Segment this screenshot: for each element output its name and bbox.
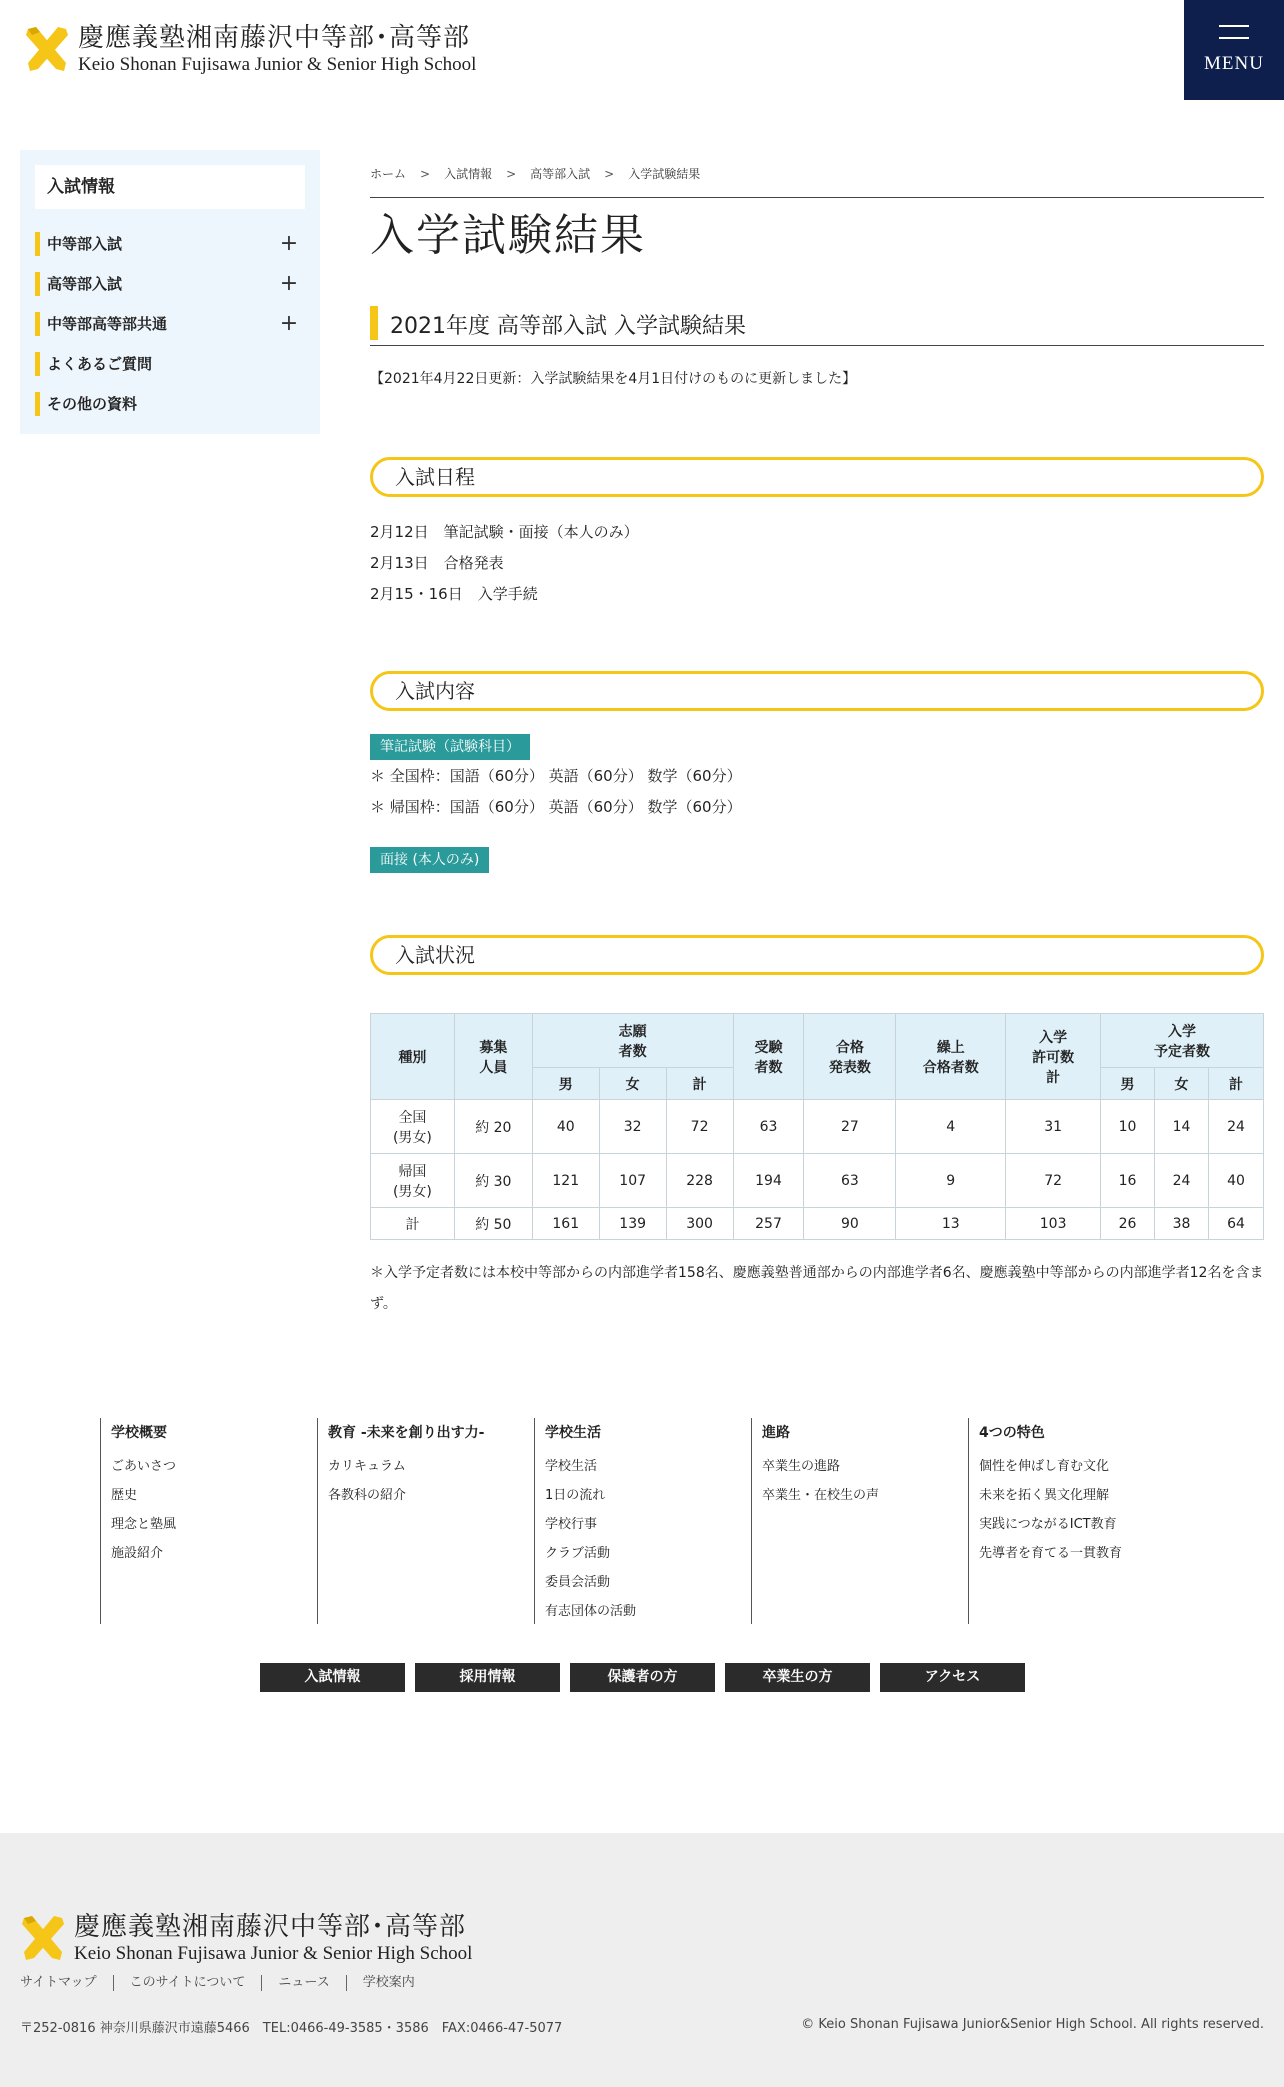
plus-icon[interactable]: + — [279, 310, 299, 336]
cell-app-female: 32 — [599, 1100, 666, 1154]
subject-item: ＊ 全国枠：国語（60分） 英語（60分） 数学（60分） — [370, 767, 742, 785]
status-heading: 入試状況 — [370, 935, 1264, 975]
table-row — [371, 1100, 1264, 1154]
breadcrumb-admission-link[interactable]: 入試情報 — [444, 167, 493, 181]
cell-app-total: 300 — [666, 1208, 733, 1240]
exam-results-table — [370, 1013, 1264, 1240]
header-examinees: 受験 者数 — [733, 1014, 804, 1100]
written-exam-tag: 筆記試験（試験科目） — [370, 734, 530, 760]
header-passed: 合格 発表数 — [804, 1014, 896, 1100]
cell-app-female: 139 — [599, 1208, 666, 1240]
footer-link[interactable]: 各教科の紹介 — [328, 1488, 407, 1503]
footer-link[interactable]: カリキュラム — [328, 1459, 406, 1474]
content-heading: 入試内容 — [370, 671, 1264, 711]
footer-link[interactable]: 1日の流れ — [545, 1488, 606, 1503]
footer-column-title[interactable]: 学校概要 — [111, 1425, 167, 1441]
footer-button-alumni[interactable]: 卒業生の方 — [725, 1663, 870, 1692]
cell-kind: 帰国 (男女) — [371, 1154, 455, 1208]
cell-passed: 27 — [804, 1100, 896, 1154]
site-logo[interactable] — [24, 22, 476, 76]
cell-extra: 13 — [896, 1208, 1006, 1240]
header-applicants: 志願 者数 — [532, 1014, 733, 1068]
breadcrumb-senior-exam-link[interactable]: 高等部入試 — [530, 167, 591, 181]
footer-column-title[interactable]: 教育 -未来を創り出す力- — [328, 1425, 485, 1441]
breadcrumb — [370, 160, 1264, 198]
cell-permitted: 72 — [1006, 1154, 1101, 1208]
footer-link[interactable]: 有志団体の活動 — [545, 1604, 637, 1619]
sidebar-nav — [20, 150, 320, 434]
footer-link[interactable]: 施設紹介 — [111, 1546, 164, 1561]
footer-link[interactable]: 学校生活 — [545, 1459, 598, 1474]
footer-button-access[interactable]: アクセス — [880, 1663, 1025, 1692]
sidebar-item-label: 高等部入試 — [47, 274, 123, 293]
cell-enroll-male: 26 — [1101, 1208, 1155, 1240]
cell-examinees: 194 — [733, 1154, 804, 1208]
cell-recruit: 約 30 — [454, 1154, 532, 1208]
logo-english-name: Keio Shonan Fujisawa Junior & Senior High School — [78, 54, 477, 75]
header-applicants-male: 男 — [532, 1068, 599, 1100]
cell-kind: 計 — [371, 1208, 455, 1240]
sidebar-item-faq[interactable] — [35, 343, 305, 383]
footer-link[interactable]: 卒業生の進路 — [762, 1459, 841, 1474]
cell-recruit: 約 20 — [454, 1100, 532, 1154]
header-enroll-female: 女 — [1155, 1068, 1209, 1100]
table-row — [371, 1154, 1264, 1208]
cell-permitted: 103 — [1006, 1208, 1101, 1240]
site-header — [0, 0, 1284, 100]
site-footer — [0, 1833, 1284, 2087]
cell-examinees: 257 — [733, 1208, 804, 1240]
plus-icon[interactable]: + — [279, 270, 299, 296]
cell-enroll-female: 24 — [1155, 1154, 1209, 1208]
header-enroll-male: 男 — [1101, 1068, 1155, 1100]
footer-button-parents[interactable]: 保護者の方 — [570, 1663, 715, 1692]
footer-column-school-life — [534, 1418, 751, 1624]
subject-item: ＊ 帰国枠：国語（60分） 英語（60分） 数学（60分） — [370, 798, 742, 816]
header-enroll: 入学 予定者数 — [1101, 1014, 1264, 1068]
footer-link[interactable]: 理念と塾風 — [111, 1517, 177, 1532]
cell-passed: 90 — [804, 1208, 896, 1240]
footer-column-features — [968, 1418, 1185, 1624]
header-applicants-female: 女 — [599, 1068, 666, 1100]
cell-extra: 9 — [896, 1154, 1006, 1208]
footer-link-sitemap[interactable]: サイトマップ — [20, 1975, 97, 1990]
sidebar-title: 入試情報 — [35, 165, 305, 209]
table-footnote: ＊入学予定者数には本校中等部からの内部進学者158名、慶應義塾普通部からの内部進学者6名、慶應義塾中等部からの内部進学者12名を含まず。 — [370, 1265, 1264, 1312]
cell-enroll-total: 64 — [1208, 1208, 1263, 1240]
cell-passed: 63 — [804, 1154, 896, 1208]
cell-extra: 4 — [896, 1100, 1006, 1154]
footer-column-title[interactable]: 進路 — [762, 1425, 790, 1441]
sidebar-item-label: その他の資料 — [47, 394, 138, 413]
header-permitted: 入学 許可数 計 — [1006, 1014, 1101, 1100]
sidebar-item-other-materials[interactable] — [35, 383, 305, 423]
header-kind: 種別 — [371, 1014, 455, 1100]
footer-column-overview — [100, 1418, 317, 1624]
breadcrumb-separator: > — [506, 167, 517, 181]
footer-logo[interactable] — [20, 1911, 472, 1965]
footer-link-school-guide[interactable]: 学校案内 — [346, 1975, 431, 1991]
cell-app-female: 107 — [599, 1154, 666, 1208]
footer-link[interactable]: 個性を伸ばし育む文化 — [979, 1459, 1110, 1474]
sidebar-item-label: 中等部高等部共通 — [47, 314, 168, 333]
pen-cross-logo-icon — [24, 25, 70, 73]
cell-enroll-total: 40 — [1208, 1154, 1263, 1208]
menu-label: MENU — [1204, 53, 1264, 74]
footer-link-news[interactable]: ニュース — [261, 1975, 345, 1991]
section-subtitle: 2021年度 高等部入試 入学試験結果 — [370, 304, 1264, 346]
sidebar-item-common[interactable] — [35, 303, 305, 343]
cell-recruit: 約 50 — [454, 1208, 532, 1240]
main-content — [370, 160, 1264, 1312]
footer-link[interactable]: 卒業生・在校生の声 — [762, 1488, 880, 1503]
logo-japanese-name: 慶應義塾湘南藤沢中等部･高等部 — [78, 23, 471, 53]
schedule-item: 2月13日 合格発表 — [370, 554, 504, 572]
schedule-item: 2月12日 筆記試験・面接（本人のみ） — [370, 523, 639, 541]
footer-button-row — [260, 1663, 1035, 1692]
sidebar-item-label: 中等部入試 — [47, 234, 123, 253]
sidebar-item-junior-exam[interactable] — [35, 223, 305, 263]
header-applicants-total: 計 — [666, 1068, 733, 1100]
cell-app-male: 161 — [532, 1208, 599, 1240]
footer-logo-japanese-name: 慶應義塾湘南藤沢中等部･高等部 — [74, 1912, 467, 1942]
page-title: 入学試験結果 — [370, 210, 646, 261]
schedule-list — [370, 517, 639, 610]
breadcrumb-separator: > — [420, 167, 431, 181]
schedule-heading: 入試日程 — [370, 457, 1264, 497]
header-extra-passed: 繰上 合格者数 — [896, 1014, 1006, 1100]
footer-link[interactable]: 委員会活動 — [545, 1575, 611, 1590]
table-row-total — [371, 1208, 1264, 1240]
update-note: 【2021年4月22日更新：入学試験結果を4月1日付けのものに更新しました】 — [370, 371, 857, 387]
interview-tag: 面接 (本人のみ) — [370, 847, 489, 873]
cell-app-total: 228 — [666, 1154, 733, 1208]
cell-app-male: 40 — [532, 1100, 599, 1154]
footer-column-title[interactable]: 4つの特色 — [979, 1425, 1045, 1441]
hamburger-icon — [1219, 25, 1249, 39]
subjects-list — [370, 761, 742, 823]
footer-link[interactable]: 先導者を育てる一貫教育 — [979, 1546, 1123, 1561]
footer-utility-links — [20, 1975, 431, 1991]
cell-app-total: 72 — [666, 1100, 733, 1154]
footer-column-title[interactable]: 学校生活 — [545, 1425, 601, 1441]
footer-sitemap — [100, 1418, 1188, 1624]
cell-enroll-female: 14 — [1155, 1100, 1209, 1154]
header-recruit: 募集 人員 — [454, 1014, 532, 1100]
footer-button-admission[interactable]: 入試情報 — [260, 1663, 405, 1692]
breadcrumb-home-link[interactable]: ホーム — [370, 167, 407, 181]
footer-column-career — [751, 1418, 968, 1624]
footer-link[interactable]: 実践につながるICT教育 — [979, 1517, 1117, 1532]
footer-link[interactable]: クラブ活動 — [545, 1546, 611, 1561]
schedule-item: 2月15・16日 入学手続 — [370, 585, 538, 603]
footer-link[interactable]: 歴史 — [111, 1488, 138, 1503]
cell-kind: 全国 (男女) — [371, 1100, 455, 1154]
cell-enroll-male: 16 — [1101, 1154, 1155, 1208]
footer-copyright: © Keio Shonan Fujisawa Junior&Senior High School. All rights reserved. — [801, 2017, 1264, 2032]
footer-logo-english-name: Keio Shonan Fujisawa Junior & Senior High School — [74, 1943, 473, 1964]
breadcrumb-current: 入学試験結果 — [628, 167, 701, 181]
footer-address: 〒252-0816 神奈川県藤沢市遠藤5466 TEL:0466-49-3585・3586 FAX:0466-47-5077 — [20, 2021, 563, 2036]
sidebar-item-label: よくあるご質問 — [47, 354, 153, 373]
cell-enroll-male: 10 — [1101, 1100, 1155, 1154]
cell-app-male: 121 — [532, 1154, 599, 1208]
plus-icon[interactable]: + — [279, 230, 299, 256]
cell-enroll-female: 38 — [1155, 1208, 1209, 1240]
menu-button[interactable] — [1184, 0, 1284, 100]
cell-enroll-total: 24 — [1208, 1100, 1263, 1154]
footer-link[interactable]: 学校行事 — [545, 1517, 598, 1532]
footer-link[interactable]: 未来を拓く異文化理解 — [979, 1488, 1110, 1503]
cell-examinees: 63 — [733, 1100, 804, 1154]
pen-cross-logo-icon — [20, 1914, 66, 1962]
footer-link-about-site[interactable]: このサイトについて — [113, 1975, 262, 1991]
footer-button-recruit[interactable]: 採用情報 — [415, 1663, 560, 1692]
header-enroll-total: 計 — [1208, 1068, 1263, 1100]
footer-column-education — [317, 1418, 534, 1624]
breadcrumb-separator: > — [604, 167, 615, 181]
footer-link[interactable]: ごあいさつ — [111, 1459, 177, 1474]
cell-permitted: 31 — [1006, 1100, 1101, 1154]
sidebar-item-senior-exam[interactable] — [35, 263, 305, 303]
